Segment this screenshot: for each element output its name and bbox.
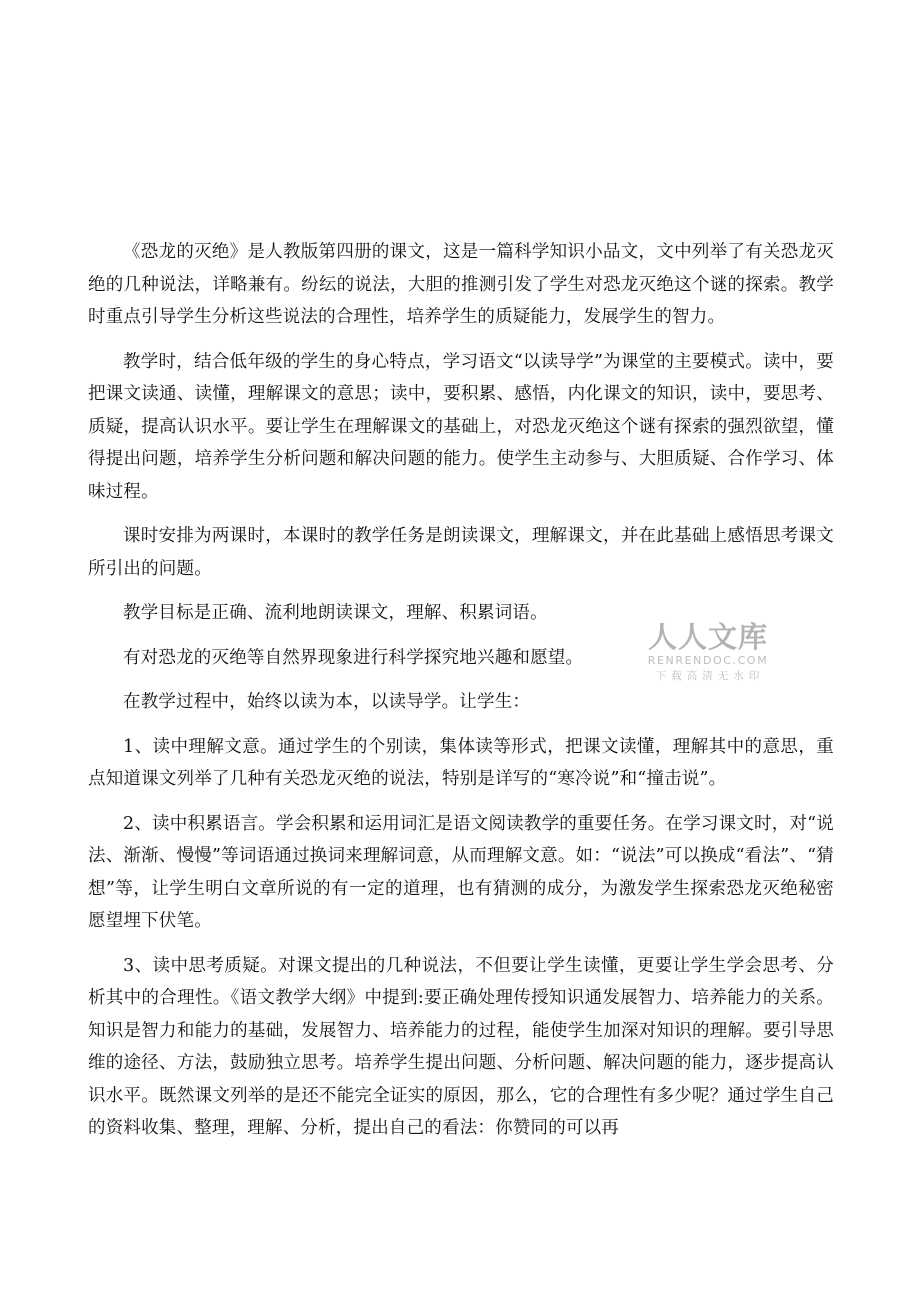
paragraph-8: 2、读中积累语言。学会积累和运用词汇是语文阅读教学的重要任务。在学习课文时，对“说法、渐渐、慢慢”等词语通过换词来理解词意，从而理解文意。如：“说法”可以换成“看法”、“猜想”等，让学生明白文章所说的有一定的道理，也有猜测的成分，为激发学生探索恐龙灭绝秘密愿望埋下伏笔。 [88, 813, 834, 931]
paragraph-9: 3、读中思考质疑。对课文提出的几种说法，不但要让学生读懂，更要让学生学会思考、分析其中的合理性。《语文教学大纲》中提到:要正确处理传授知识通发展智力、培养能力的关系。知识是智力和能力的基础，发展智力、培养能力的过程，能使学生加深对知识的理解。要引导思维的途径、方法，鼓励独立思考。培养学生提出问题、分析问题、解决问题的能力，逐步提高认识水平。既然课文列举的是还不能完全证实的原因，那么，它的合理性有多少呢？通过学生自己的资料收集、整理，理解、分析，提出自己的看法：你赞同的可以再 [88, 955, 834, 1138]
paragraph-1: 《恐龙的灭绝》是人教版第四册的课文，这是一篇科学知识小品文，文中列举了有关恐龙灭绝的几种说法，详略兼有。纷纭的说法，大胆的推测引发了学生对恐龙灭绝这个谜的探索。教学时重点引导学生分析这些说法的合理性，培养学生的质疑能力，发展学生的智力。 [88, 242, 834, 327]
paragraph-5: 有对恐龙的灭绝等自然界现象进行科学探究地兴趣和愿望。 [123, 647, 584, 668]
paragraph-4: 教学目标是正确、流利地朗读课文，理解、积累词语。 [123, 603, 548, 623]
watermark-subtitle: 下载高清无水印 [655, 670, 765, 682]
watermark [646, 620, 770, 684]
paragraph-2: 教学时，结合低年级的学生的身心特点，学习语文“以读导学”为课堂的主要模式。读中，要把课文读通、读懂，理解课文的意思；读中，要积累、感悟，内化课文的知识，读中，要思考、质疑，提高认识水平。要让学生在理解课文的基础上，对恐龙灭绝这个谜有探索的强烈欲望，懂得提出问题，培养学生分析问题和解决问题的能力。使学生主动参与、大胆质疑、合作学习、体味过程。 [88, 351, 834, 502]
paragraph-7: 1、读中理解文意。通过学生的个别读，集体读等形式，把课文读懂，理解其中的意思，重点知道课文列举了几种有关恐龙灭绝的说法，特别是详写的“寒冷说”和“撞击说”。 [88, 736, 834, 789]
paragraph-6: 在教学过程中，始终以读为本，以读导学。让学生： [123, 692, 531, 712]
paragraph-3: 课时安排为两课时，本课时的教学任务是朗读课文，理解课文，并在此基础上感悟思考课文所引出的问题。 [88, 526, 834, 579]
watermark-title: 人人文库 [647, 620, 768, 654]
watermark-domain: RENRENDOC.COM [647, 654, 769, 667]
document-body [88, 236, 834, 1157]
